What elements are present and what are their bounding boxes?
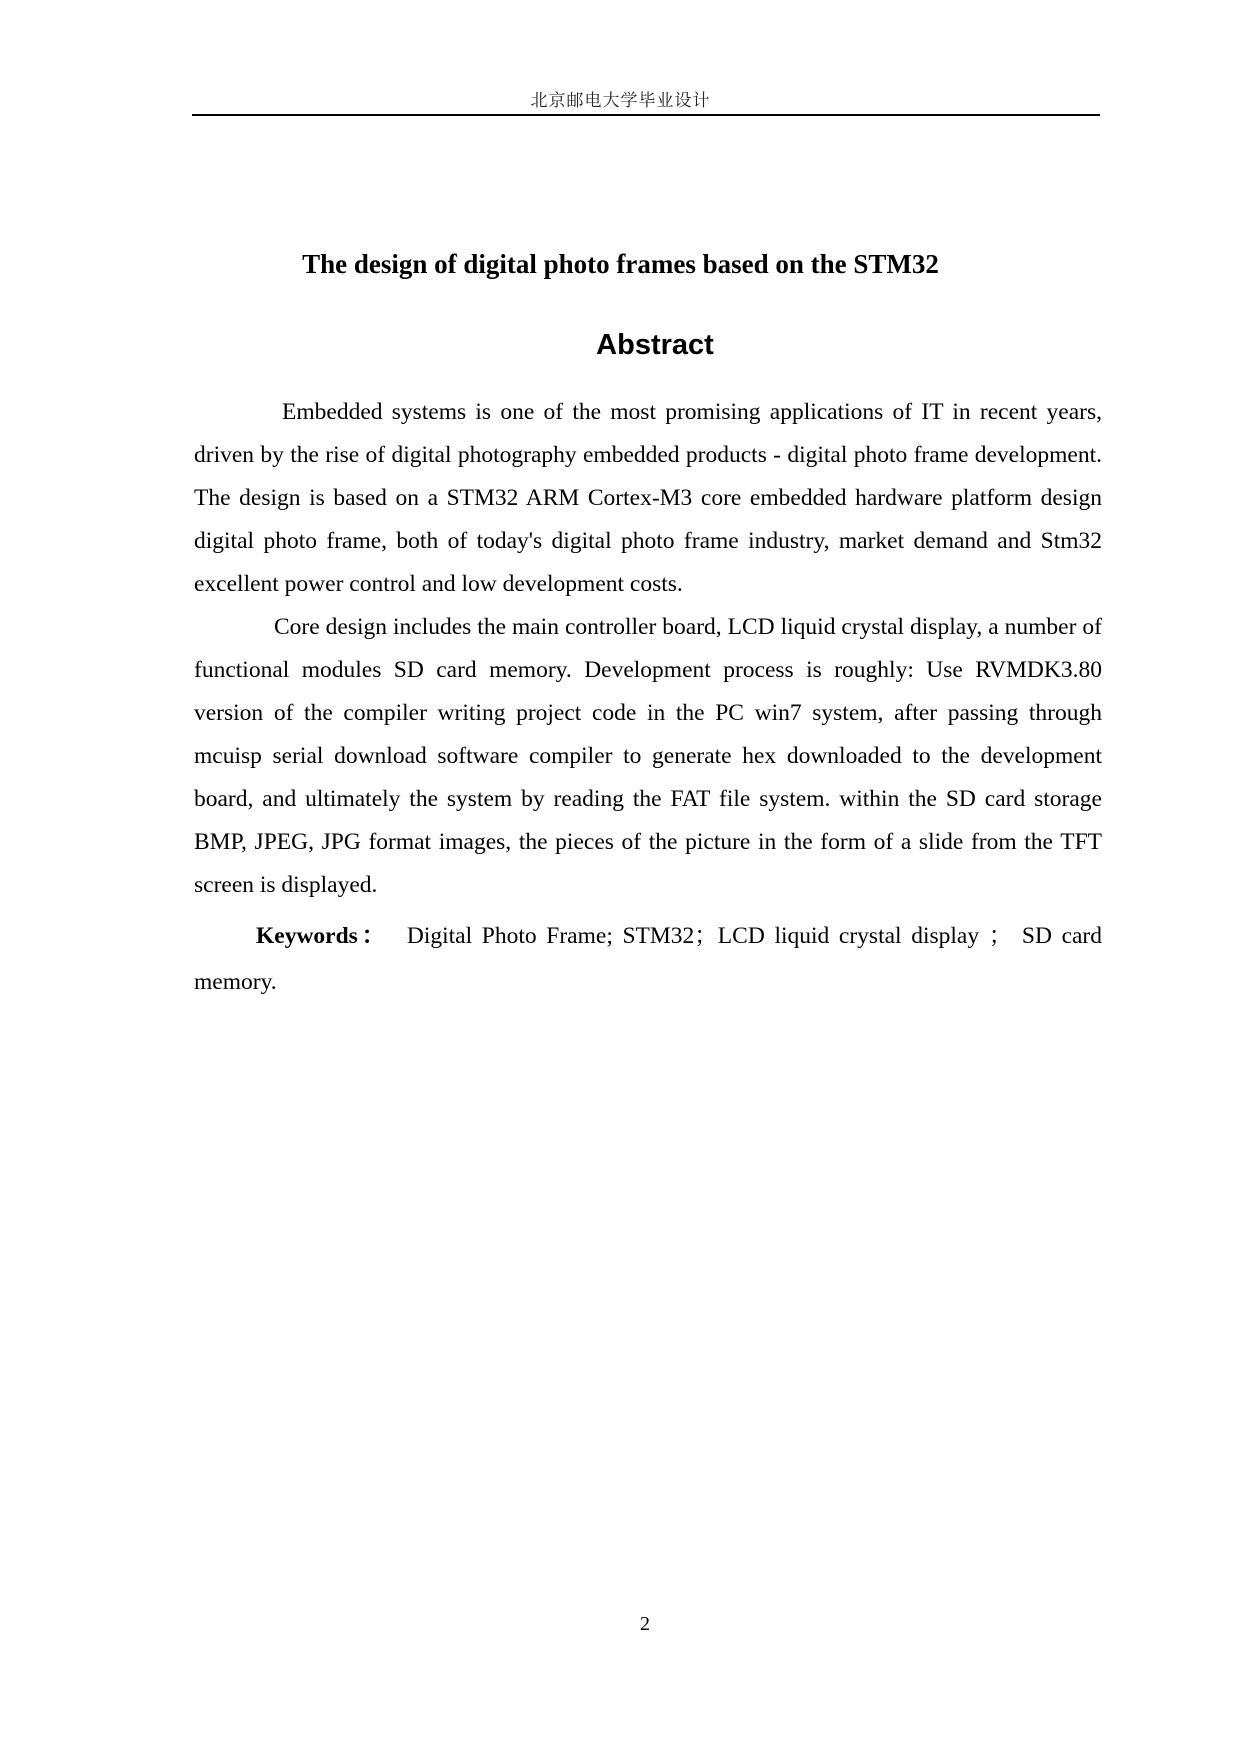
keywords-text: Digital Photo Frame; STM32；LCD liquid crystal display ； SD card memory. xyxy=(194,923,1103,995)
running-header: 北京邮电大学毕业设计 xyxy=(530,91,711,111)
abstract-paragraph-1: Embedded systems is one of the most promising applications of IT in recent years, driven by the rise of digital photography embedded products - digital photo frame development. The design is based on a STM32 ARM Cortex-M3 core embedded hardware platform design digital photo frame, both of today's digital photo frame industry, market demand and Stm32 excellent power control and low development costs. xyxy=(194,399,1102,597)
keywords-label: Keywords： xyxy=(256,923,389,949)
keywords-line xyxy=(194,913,1102,1005)
page-number: 2 xyxy=(640,1613,650,1635)
paper-title: The design of digital photo frames based on the STM32 xyxy=(302,249,939,279)
abstract-heading: Abstract xyxy=(596,329,714,361)
header-divider xyxy=(192,114,1100,116)
abstract-body xyxy=(194,391,1102,907)
abstract-paragraph-2: Core design includes the main controller board, LCD liquid crystal display, a number of functional modules SD card memory. Development process is roughly: Use RVMDK3.80 version of the compiler writing project code in the PC win7 system, after passing through mcuisp serial download software compiler to generate hex downloaded to the development board, and ultimately the system by reading the FAT file system. within the SD card storage BMP, JPEG, JPG format images, the pieces of the picture in the form of a slide from the TFT screen is displayed. xyxy=(194,614,1102,898)
